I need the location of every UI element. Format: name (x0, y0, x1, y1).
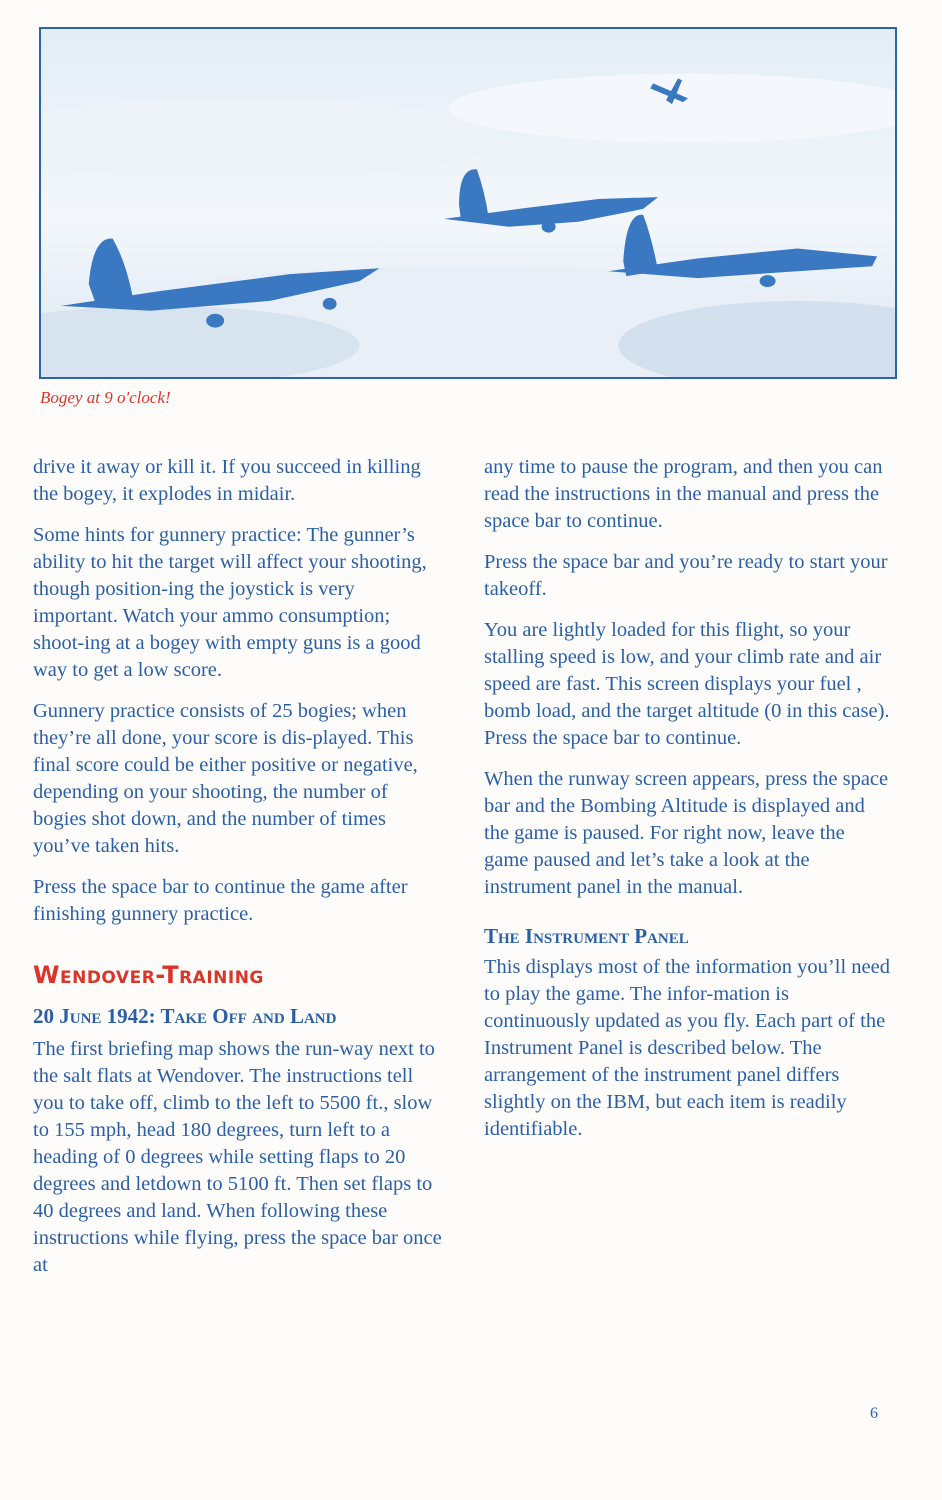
body-paragraph: This displays most of the information you’ll need to play the game. The infor-mation is continuously updated as you fly. Each part of the Instrument Panel is described below. The arrangement of the instrument panel differs slightly on the IBM, but each item is readily identifiable. (484, 956, 890, 1140)
right-column (484, 454, 894, 1157)
subheading: 20 June 1942: Take Off and Land (33, 1004, 337, 1028)
left-column (33, 454, 443, 1293)
body-paragraph: The first briefing map shows the run-way next to the salt flats at Wendover. The instructions tell you to take off, climb to the left to 5500 ft., slow to 155 mph, head 180 degrees, turn left to a heading of 0 degrees while setting flaps to 20 degrees and letdown to 5100 ft. Then set flaps to 40 degrees and land. When following these instructions while flying, press the space bar once at (33, 1038, 442, 1276)
body-paragraph: any time to pause the program, and then you can read the instructions in the manual and press the space bar to continue. (484, 456, 883, 532)
subheading: The Instrument Panel (484, 924, 689, 948)
body-paragraph: Some hints for gunnery practice: The gunner’s ability to hit the target will affect your shooting, though position-ing the joystick is very important. Watch your ammo consumption; shoot-ing at a bogey with empty guns is a good way to get a low score. (33, 524, 427, 681)
body-paragraph: Press the space bar and you’re ready to start your takeoff. (484, 551, 888, 600)
bomber-photo (39, 27, 897, 379)
body-paragraph: Press the space bar to continue the game after finishing gunnery practice. (33, 876, 408, 925)
body-paragraph: drive it away or kill it. If you succeed in killing the bogey, it explodes in midair. (33, 456, 421, 505)
page-number: 6 (870, 1405, 878, 1422)
body-paragraph: When the runway screen appears, press the space bar and the Bombing Altitude is displayed and the game is paused. For right now, leave the game paused and let’s take a look at the instrument panel in the manual. (484, 768, 889, 898)
photo-caption: Bogey at 9 o'clock! (40, 388, 171, 407)
body-paragraph: Gunnery practice consists of 25 bogies; when they’re all done, your score is dis-played. This final score could be either positive or negative, depending on your shooting, the number of bogies shot down, and the number of times you’ve taken hits. (33, 700, 418, 857)
section-heading: Wendover-Training (33, 961, 264, 989)
body-paragraph: You are lightly loaded for this flight, so your stalling speed is low, and your climb rate and air speed are fast. This screen displays your fuel , bomb load, and the target altitude (0 in this case). Press the space bar to continue. (484, 619, 890, 749)
